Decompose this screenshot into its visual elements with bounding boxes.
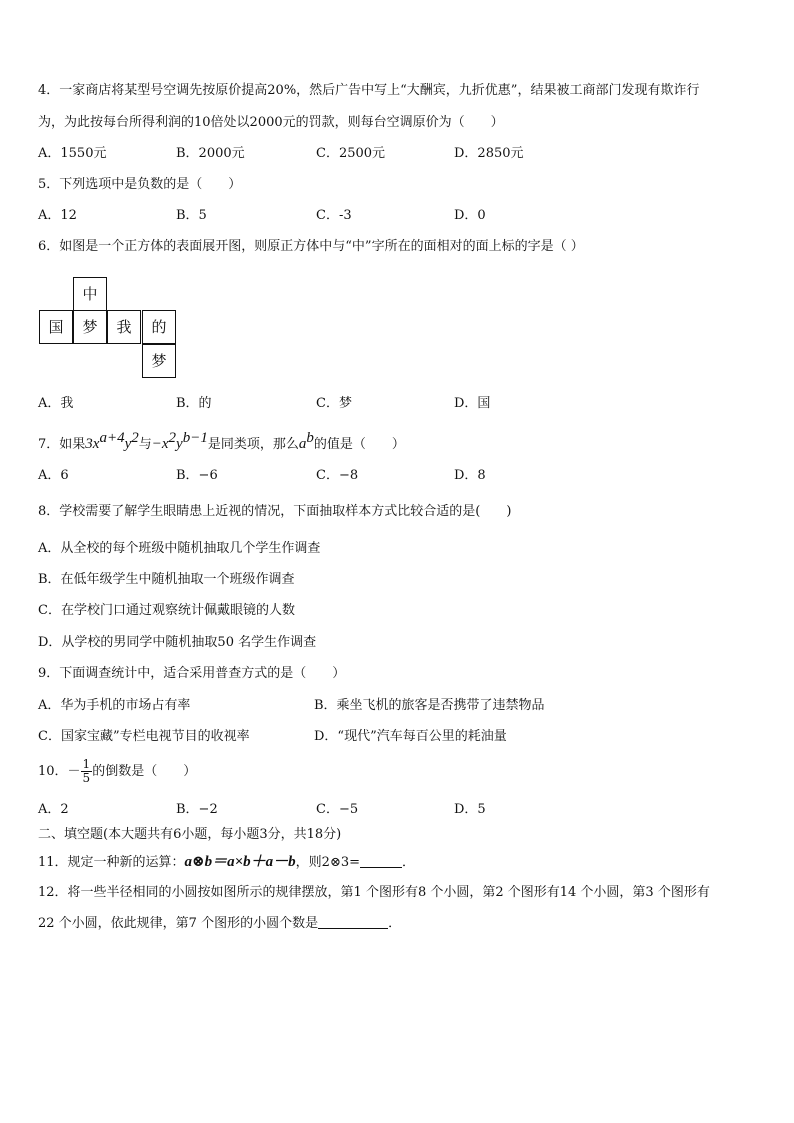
q12-line2-text: 22 个小圆，依此规律，第7 个图形的小圆个数是 [38,916,319,931]
q7-base: a [298,436,307,452]
q6-option-b: B．的 [176,396,212,411]
q6-options [38,395,758,413]
q4-option-a: A．1550元 [38,146,107,161]
net-cell-bottom: 梦 [142,344,176,378]
q10-stem [38,758,756,786]
q7-term2: −x [151,436,169,452]
q4-options [38,145,758,163]
q7-option-a: A．6 [38,468,69,483]
q7-y2: y [176,436,183,452]
q11-formula: a⊗b＝a×b＋a－b [184,854,296,870]
q7-exp1: a+4 [99,430,125,446]
q11-end: ． [402,855,416,870]
net-cell-mid1: 梦 [73,310,107,344]
q11-stem [38,853,756,872]
q10-prefix: 10．－ [38,764,81,779]
q10-option-b: B．−2 [176,802,218,817]
q12-end: ． [388,916,402,931]
q11-answer-blank[interactable] [360,855,402,868]
q7-option-b: B．−6 [176,468,218,483]
q5-stem: 5．下列选项中是负数的是（ ） [38,177,242,192]
q8-option-a: A．从全校的每个班级中随机抽取几个学生作调查 [38,541,321,556]
q7-y2exp: b−1 [182,430,208,446]
q4-option-d: D．2850元 [454,146,524,161]
q7-exp2: 2 [168,430,177,446]
q5-option-b: B．5 [176,208,207,223]
q8-option-b: B．在低年级学生中随机抽取一个班级作调查 [38,572,295,587]
q7-mid: 与 [138,437,152,452]
q10-option-d: D．5 [454,802,486,817]
q6-option-c: C．梦 [316,396,352,411]
q6-stem: 6．如图是一个正方体的表面展开图，则原正方体中与“中”字所在的面相对的面上标的字是（ ） [38,239,584,254]
net-cell-mid2: 我 [107,310,141,344]
q4-option-c: C．2500元 [316,146,386,161]
q5-option-a: A．12 [38,208,77,223]
q10-numerator: 1 [82,757,91,771]
q5-option-d: D．0 [454,208,486,223]
q10-options [38,801,758,819]
q4-option-b: B．2000元 [176,146,245,161]
q12-stem-line2 [38,915,756,933]
q12-stem-line1: 12．将一些半径相同的小圆按如图所示的规律摆放，第1 个图形有8 个小圆，第2 个图形有14 个小圆，第3 个图形有 [38,885,710,900]
q7-suffix2: 的值是（ ） [313,437,405,452]
q9-options-row2 [38,728,758,746]
q10-denominator: 5 [82,771,91,785]
q7-suffix1: 是同类项，那么 [207,437,299,452]
q7-powb: b [306,430,314,446]
q6-option-d: D．国 [454,396,491,411]
q7-prefix: 7．如果 [38,437,86,452]
q11-prefix: 11．规定一种新的运算： [38,855,185,870]
net-cell-right: 的 [142,310,176,344]
q10-suffix: 的倒数是（ ） [92,764,197,779]
q9-option-b: B．乘坐飞机的旅客是否携带了违禁物品 [314,698,545,713]
q10-option-c: C．−5 [316,802,359,817]
q7-y1exp: 2 [131,430,139,446]
q11-suffix: ，则2⊗3= [295,855,360,870]
q6-option-a: A．我 [38,396,74,411]
q7-y1: y [124,436,132,452]
q7-stem [38,429,756,454]
q10-fraction [81,758,93,785]
q9-option-a: A．华为手机的市场占有率 [38,698,191,713]
net-cell-top: 中 [73,277,107,311]
q4-stem-line2: 为，为此按每台所得利润的10倍处以2000元的罚款，则每台空调原价为（ ） [38,115,504,130]
q8-option-d: D．从学校的男同学中随机抽取50 名学生作调查 [38,635,317,650]
q9-option-c: C．国家宝藏”专栏电视节目的收视率 [38,729,250,744]
q5-options [38,207,758,225]
q12-answer-blank[interactable] [318,916,388,929]
q10-option-a: A．2 [38,802,69,817]
q4-stem-line1: 4．一家商店将某型号空调先按原价提高20%，然后广告中写上“大酬宾，九折优惠”，结果被工商部门发现有欺诈行 [38,83,700,98]
q5-option-c: C．-3 [316,208,352,223]
q7-option-c: C．−8 [316,468,359,483]
q8-option-c: C．在学校门口通过观察统计佩戴眼镜的人数 [38,603,295,618]
q7-option-d: D．8 [454,468,486,483]
q7-term1: 3x [85,436,100,452]
q8-stem: 8．学校需要了解学生眼睛患上近视的情况，下面抽取样本方式比较合适的是( ) [38,504,512,519]
q9-options-row1 [38,697,758,715]
q7-options [38,467,758,485]
net-cell-left: 国 [39,310,73,344]
q9-stem: 9．下面调查统计中，适合采用普查方式的是（ ） [38,666,346,681]
section-heading-fill-in: 二、填空题(本大题共有6小题，每小题3分，共18分) [38,827,342,842]
q9-option-d: D．“现代”汽车每百公里的耗油量 [314,729,507,744]
